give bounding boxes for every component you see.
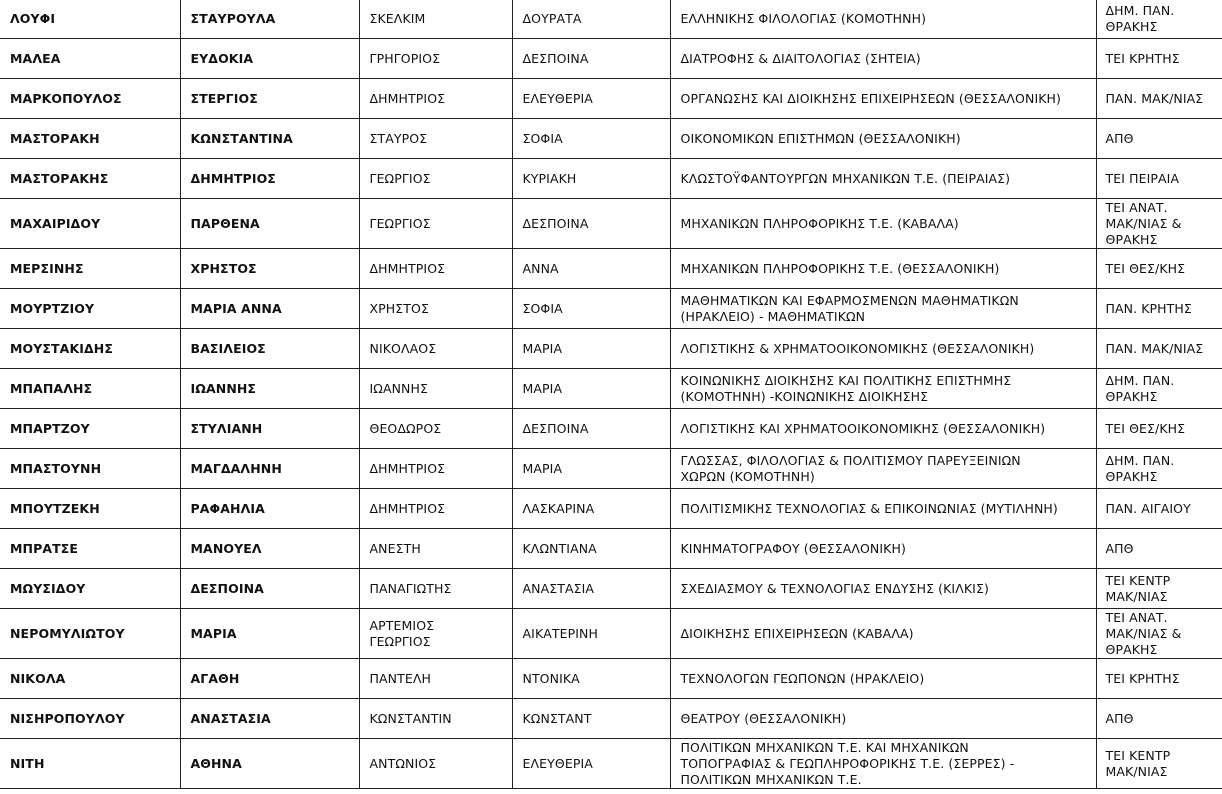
table-row [0, 489, 1222, 529]
firstname-cell [180, 249, 359, 289]
department-cell [670, 659, 1096, 699]
firstname-cell-text: ΣΤΑΥΡΟΥΛΑ [190, 10, 276, 26]
father-name-cell-text: ΔΗΜΗΤΡΙΟΣ [369, 500, 446, 516]
surname-cell-text: ΜΠΡΑΤΣΕ [10, 540, 79, 556]
firstname-cell [180, 0, 359, 39]
department-cell-text: ΘΕΑΤΡΟΥ (ΘΕΣΣΑΛΟΝΙΚΗ) [680, 710, 847, 726]
mother-name-cell-text: ΚΥΡΙΑΚΗ [522, 170, 577, 186]
department-cell-text: ΛΟΓΙΣΤΙΚΗΣ ΚΑΙ ΧΡΗΜΑΤΟΟΙΚΟΝΟΜΙΚΗΣ (ΘΕΣΣΑΛΟΝΙΚΗ) [680, 420, 1046, 436]
firstname-cell-text: ΕΥΔΟΚΙΑ [190, 50, 254, 66]
surname-cell-text: ΜΕΡΣΙΝΗΣ [10, 260, 84, 276]
institution-cell-text: ΔΗΜ. ΠΑΝ. ΘΡΑΚΗΣ [1105, 452, 1175, 484]
firstname-cell-text: ΠΑΡΘΕΝΑ [190, 215, 260, 231]
firstname-cell [180, 529, 359, 569]
surname-cell-text: ΛΟΥΦΙ [10, 10, 56, 26]
institution-cell [1096, 119, 1222, 159]
institution-cell [1096, 609, 1222, 659]
mother-name-cell-text: ΜΑΡΙΑ [522, 380, 563, 396]
firstname-cell-text: ΡΑΦΑΗΛΙΑ [190, 500, 265, 516]
father-name-cell [359, 449, 512, 489]
father-name-cell-text: ΓΕΩΡΓΙΟΣ [369, 170, 431, 186]
firstname-cell [180, 119, 359, 159]
firstname-cell-text: ΑΝΑΣΤΑΣΙΑ [190, 710, 271, 726]
surname-cell-text: ΜΠΑΡΤΖΟΥ [10, 420, 90, 436]
firstname-cell-text: ΙΩΑΝΝΗΣ [190, 380, 257, 396]
institution-cell-text: ΠΑΝ. ΜΑΚ/ΝΙΑΣ [1105, 90, 1204, 106]
firstname-cell [180, 289, 359, 329]
surname-cell-text: ΜΩΥΣΙΔΟΥ [10, 580, 86, 596]
institution-cell-text: ΤΕΙ ΚΡΗΤΗΣ [1105, 670, 1180, 686]
department-cell-text: ΔΙΟΙΚΗΣΗΣ ΕΠΙΧΕΙΡΗΣΕΩΝ (ΚΑΒΑΛΑ) [680, 625, 914, 641]
mother-name-cell-text: ΔΕΣΠΟΙΝΑ [522, 420, 589, 436]
mother-name-cell [512, 249, 670, 289]
department-cell [670, 529, 1096, 569]
table-row [0, 569, 1222, 609]
institution-cell-text: ΤΕΙ ΚΕΝΤΡ ΜΑΚ/ΝΙΑΣ [1105, 747, 1171, 779]
institution-cell [1096, 199, 1222, 249]
institution-cell-text: ΤΕΙ ΑΝΑΤ. ΜΑΚ/ΝΙΑΣ & ΘΡΑΚΗΣ [1105, 609, 1182, 657]
department-cell [670, 289, 1096, 329]
mother-name-cell-text: ΑΝΝΑ [522, 260, 559, 276]
firstname-cell-text: ΔΗΜΗΤΡΙΟΣ [190, 170, 276, 186]
table-row [0, 609, 1222, 659]
institution-cell-text: ΑΠΘ [1105, 130, 1134, 146]
firstname-cell [180, 609, 359, 659]
surname-cell [0, 369, 180, 409]
firstname-cell-text: ΣΤΥΛΙΑΝΗ [190, 420, 263, 436]
surname-cell-text: ΜΑΣΤΟΡΑΚΗ [10, 130, 100, 146]
father-name-cell-text: ΙΩΑΝΝΗΣ [369, 380, 428, 396]
institution-cell-text: ΠΑΝ. ΚΡΗΤΗΣ [1105, 300, 1192, 316]
firstname-cell-text: ΜΑΓΔΑΛΗΝΗ [190, 460, 282, 476]
department-cell [670, 489, 1096, 529]
firstname-cell-text: ΜΑΡΙΑ ΑΝΝΑ [190, 300, 282, 316]
department-cell-text: ΚΟΙΝΩΝΙΚΗΣ ΔΙΟΙΚΗΣΗΣ ΚΑΙ ΠΟΛΙΤΙΚΗΣ ΕΠΙΣΤΗΜΗΣ (ΚΟΜΟΤΗΝΗ) -ΚΟΙΝΩΝΙΚΗΣ ΔΙΟΙΚΗΣΗΣ [680, 372, 1012, 404]
institution-cell [1096, 529, 1222, 569]
institution-cell-text: ΔΗΜ. ΠΑΝ. ΘΡΑΚΗΣ [1105, 372, 1175, 404]
institution-cell-text: ΤΕΙ ΑΝΑΤ. ΜΑΚ/ΝΙΑΣ & ΘΡΑΚΗΣ [1105, 199, 1182, 247]
institution-cell-text: ΔΗΜ. ΠΑΝ. ΘΡΑΚΗΣ [1105, 2, 1175, 34]
department-cell [670, 0, 1096, 39]
firstname-cell [180, 699, 359, 739]
father-name-cell [359, 699, 512, 739]
father-name-cell [359, 569, 512, 609]
surname-cell-text: ΜΠΑΣΤΟΥΝΗ [10, 460, 102, 476]
father-name-cell-text: ΓΡΗΓΟΡΙΟΣ [369, 50, 441, 66]
surname-cell-text: ΜΑΣΤΟΡΑΚΗΣ [10, 170, 109, 186]
firstname-cell-text: ΑΘΗΝΑ [190, 755, 242, 771]
department-cell-text: ΤΕΧΝΟΛΟΓΩΝ ΓΕΩΠΟΝΩΝ (ΗΡΑΚΛΕΙΟ) [680, 670, 925, 686]
institution-cell [1096, 329, 1222, 369]
department-cell [670, 39, 1096, 79]
mother-name-cell-text: ΔΕΣΠΟΙΝΑ [522, 50, 589, 66]
institution-cell-text: ΤΕΙ ΘΕΣ/ΚΗΣ [1105, 420, 1186, 436]
mother-name-cell-text: ΚΩΝΣΤΑΝΤ [522, 710, 592, 726]
table-row [0, 39, 1222, 79]
institution-cell [1096, 449, 1222, 489]
surname-cell [0, 409, 180, 449]
institution-cell-text: ΤΕΙ ΚΕΝΤΡ ΜΑΚ/ΝΙΑΣ [1105, 572, 1171, 604]
father-name-cell-text: ΓΕΩΡΓΙΟΣ [369, 215, 431, 231]
surname-cell-text: ΝΕΡΟΜΥΛΙΩΤΟΥ [10, 625, 125, 641]
father-name-cell [359, 329, 512, 369]
table-row [0, 289, 1222, 329]
surname-cell [0, 659, 180, 699]
surname-cell-text: ΜΑΛΕΑ [10, 50, 61, 66]
mother-name-cell [512, 449, 670, 489]
department-cell-text: ΓΛΩΣΣΑΣ, ΦΙΛΟΛΟΓΙΑΣ & ΠΟΛΙΤΙΣΜΟΥ ΠΑΡΕΥΞΕΙΝΙΩΝ ΧΩΡΩΝ (ΚΟΜΟΤΗΝΗ) [680, 452, 1021, 484]
firstname-cell-text: ΔΕΣΠΟΙΝΑ [190, 580, 264, 596]
surname-cell [0, 699, 180, 739]
surname-cell-text: ΜΟΥΣΤΑΚΙΔΗΣ [10, 340, 113, 356]
institution-cell-text: ΠΑΝ. ΑΙΓΑΙΟΥ [1105, 500, 1191, 516]
department-cell [670, 329, 1096, 369]
department-cell-text: ΔΙΑΤΡΟΦΗΣ & ΔΙΑΙΤΟΛΟΓΙΑΣ (ΣΗΤΕΙΑ) [680, 50, 921, 66]
mother-name-cell-text: ΜΑΡΙΑ [522, 340, 563, 356]
department-cell [670, 699, 1096, 739]
department-cell-text: ΟΙΚΟΝΟΜΙΚΩΝ ΕΠΙΣΤΗΜΩΝ (ΘΕΣΣΑΛΟΝΙΚΗ) [680, 130, 961, 146]
department-cell-text: ΚΙΝΗΜΑΤΟΓΡΑΦΟΥ (ΘΕΣΣΑΛΟΝΙΚΗ) [680, 540, 906, 556]
firstname-cell [180, 79, 359, 119]
mother-name-cell [512, 159, 670, 199]
mother-name-cell-text: ΕΛΕΥΘΕΡΙΑ [522, 755, 593, 771]
mother-name-cell [512, 659, 670, 699]
institution-cell-text: ΤΕΙ ΘΕΣ/ΚΗΣ [1105, 260, 1186, 276]
surname-cell [0, 529, 180, 569]
surname-cell [0, 249, 180, 289]
mother-name-cell [512, 0, 670, 39]
mother-name-cell [512, 39, 670, 79]
institution-cell [1096, 699, 1222, 739]
father-name-cell [359, 249, 512, 289]
table-row [0, 369, 1222, 409]
mother-name-cell [512, 569, 670, 609]
father-name-cell-text: ΣΚΕΛΚΙΜ [369, 10, 426, 26]
firstname-cell-text: ΑΓΑΘΗ [190, 670, 240, 686]
father-name-cell [359, 289, 512, 329]
surname-cell [0, 489, 180, 529]
department-cell [670, 369, 1096, 409]
surname-cell [0, 199, 180, 249]
surname-cell [0, 0, 180, 39]
mother-name-cell [512, 79, 670, 119]
mother-name-cell-text: ΑΙΚΑΤΕΡΙΝΗ [522, 625, 598, 641]
father-name-cell [359, 489, 512, 529]
institution-cell [1096, 0, 1222, 39]
mother-name-cell [512, 609, 670, 659]
father-name-cell-text: ΔΗΜΗΤΡΙΟΣ [369, 460, 446, 476]
surname-cell-text: ΜΟΥΡΤΖΙΟΥ [10, 300, 95, 316]
institution-cell-text: ΑΠΘ [1105, 540, 1134, 556]
father-name-cell-text: ΚΩΝΣΤΑΝΤΙΝ [369, 710, 452, 726]
table-row [0, 159, 1222, 199]
surname-cell [0, 159, 180, 199]
surname-cell [0, 739, 180, 789]
father-name-cell [359, 199, 512, 249]
table-row [0, 739, 1222, 789]
father-name-cell-text: ΝΙΚΟΛΑΟΣ [369, 340, 437, 356]
firstname-cell-text: ΒΑΣΙΛΕΙΟΣ [190, 340, 266, 356]
firstname-cell [180, 199, 359, 249]
mother-name-cell-text: ΣΟΦΙΑ [522, 300, 563, 316]
surname-cell-text: ΜΠΟΥΤΖΕΚΗ [10, 500, 100, 516]
institution-cell [1096, 79, 1222, 119]
department-cell-text: ΣΧΕΔΙΑΣΜΟΥ & ΤΕΧΝΟΛΟΓΙΑΣ ΕΝΔΥΣΗΣ (ΚΙΛΚΙΣ) [680, 580, 989, 596]
mother-name-cell [512, 489, 670, 529]
firstname-cell-text: ΜΑΝΟΥΕΛ [190, 540, 262, 556]
department-cell [670, 159, 1096, 199]
institution-cell [1096, 409, 1222, 449]
firstname-cell [180, 39, 359, 79]
institution-cell [1096, 249, 1222, 289]
mother-name-cell-text: ΔΕΣΠΟΙΝΑ [522, 215, 589, 231]
father-name-cell [359, 529, 512, 569]
mother-name-cell-text: ΕΛΕΥΘΕΡΙΑ [522, 90, 593, 106]
department-cell-text: ΚΛΩΣΤΟΫΦΑΝΤΟΥΡΓΩΝ ΜΗΧΑΝΙΚΩΝ Τ.Ε. (ΠΕΙΡΑΙΑΣ) [680, 170, 1011, 186]
father-name-cell [359, 39, 512, 79]
surname-cell-text: ΝΙΣΗΡΟΠΟΥΛΟΥ [10, 710, 125, 726]
mother-name-cell [512, 329, 670, 369]
father-name-cell-text: ΑΝΤΩΝΙΟΣ [369, 755, 437, 771]
institution-cell-text: ΤΕΙ ΠΕΙΡΑΙΑ [1105, 170, 1180, 186]
department-cell-text: ΠΟΛΙΤΙΣΜΙΚΗΣ ΤΕΧΝΟΛΟΓΙΑΣ & ΕΠΙΚΟΙΝΩΝΙΑΣ (ΜΥΤΙΛΗΝΗ) [680, 500, 1058, 516]
father-name-cell-text: ΔΗΜΗΤΡΙΟΣ [369, 260, 446, 276]
mother-name-cell-text: ΛΑΣΚΑΡΙΝΑ [522, 500, 595, 516]
table-row [0, 409, 1222, 449]
institution-cell [1096, 739, 1222, 789]
mother-name-cell [512, 369, 670, 409]
father-name-cell [359, 409, 512, 449]
department-cell-text: ΜΗΧΑΝΙΚΩΝ ΠΛΗΡΟΦΟΡΙΚΗΣ Τ.Ε. (ΘΕΣΣΑΛΟΝΙΚΗ) [680, 260, 1000, 276]
surname-cell-text: ΜΑΧΑΙΡΙΔΟΥ [10, 215, 101, 231]
institution-cell-text: ΠΑΝ. ΜΑΚ/ΝΙΑΣ [1105, 340, 1204, 356]
surname-cell [0, 39, 180, 79]
father-name-cell [359, 369, 512, 409]
institution-cell [1096, 159, 1222, 199]
mother-name-cell [512, 739, 670, 789]
department-cell [670, 249, 1096, 289]
father-name-cell [359, 119, 512, 159]
department-cell-text: ΜΑΘΗΜΑΤΙΚΩΝ ΚΑΙ ΕΦΑΡΜΟΣΜΕΝΩΝ ΜΑΘΗΜΑΤΙΚΩΝ (ΗΡΑΚΛΕΙΟ) - ΜΑΘΗΜΑΤΙΚΩΝ [680, 292, 1019, 324]
firstname-cell [180, 369, 359, 409]
mother-name-cell-text: ΑΝΑΣΤΑΣΙΑ [522, 580, 595, 596]
table-row [0, 249, 1222, 289]
department-cell-text: ΟΡΓΑΝΩΣΗΣ ΚΑΙ ΔΙΟΙΚΗΣΗΣ ΕΠΙΧΕΙΡΗΣΕΩΝ (ΘΕΣΣΑΛΟΝΙΚΗ) [680, 90, 1062, 106]
firstname-cell [180, 739, 359, 789]
mother-name-cell-text: ΣΟΦΙΑ [522, 130, 563, 146]
table-row [0, 0, 1222, 39]
department-cell [670, 449, 1096, 489]
surname-cell-text: ΜΠΑΠΑΛΗΣ [10, 380, 93, 396]
mother-name-cell-text: ΚΛΩΝΤΙΑΝΑ [522, 540, 597, 556]
surname-cell [0, 119, 180, 159]
mother-name-cell [512, 529, 670, 569]
father-name-cell [359, 659, 512, 699]
table-row [0, 699, 1222, 739]
table-row [0, 199, 1222, 249]
firstname-cell [180, 569, 359, 609]
mother-name-cell-text: ΔΟΥΡΑΤΑ [522, 10, 582, 26]
father-name-cell-text: ΣΤΑΥΡΟΣ [369, 130, 428, 146]
mother-name-cell [512, 289, 670, 329]
institution-cell-text: ΤΕΙ ΚΡΗΤΗΣ [1105, 50, 1180, 66]
mother-name-cell [512, 699, 670, 739]
mother-name-cell-text: ΜΑΡΙΑ [522, 460, 563, 476]
mother-name-cell [512, 119, 670, 159]
department-cell [670, 609, 1096, 659]
table-row [0, 79, 1222, 119]
institution-cell [1096, 289, 1222, 329]
institution-cell-text: ΑΠΘ [1105, 710, 1134, 726]
surname-cell [0, 329, 180, 369]
firstname-cell [180, 159, 359, 199]
father-name-cell-text: ΘΕΟΔΩΡΟΣ [369, 420, 442, 436]
table-row [0, 529, 1222, 569]
father-name-cell-text: ΑΡΤΕΜΙΟΣ ΓΕΩΡΓΙΟΣ [369, 617, 435, 649]
table-row [0, 119, 1222, 159]
father-name-cell-text: ΧΡΗΣΤΟΣ [369, 300, 429, 316]
father-name-cell [359, 79, 512, 119]
department-cell [670, 79, 1096, 119]
department-cell-text: ΕΛΛΗΝΙΚΗΣ ΦΙΛΟΛΟΓΙΑΣ (ΚΟΜΟΤΗΝΗ) [680, 10, 927, 26]
surname-cell [0, 289, 180, 329]
firstname-cell-text: ΧΡΗΣΤΟΣ [190, 260, 257, 276]
department-cell [670, 199, 1096, 249]
surname-cell-text: ΜΑΡΚΟΠΟΥΛΟΣ [10, 90, 122, 106]
father-name-cell [359, 0, 512, 39]
father-name-cell-text: ΑΝΕΣΤΗ [369, 540, 421, 556]
department-cell [670, 739, 1096, 789]
mother-name-cell-text: ΝΤΟΝΙΚΑ [522, 670, 580, 686]
department-cell-text: ΠΟΛΙΤΙΚΩΝ ΜΗΧΑΝΙΚΩΝ Τ.Ε. ΚΑΙ ΜΗΧΑΝΙΚΩΝ ΤΟΠΟΓΡΑΦΙΑΣ & ΓΕΩΠΛΗΡΟΦΟΡΙΚΗΣ Τ.Ε. (ΣΕΡΡΕΣ) - ΠΟΛΙΤΙΚΩΝ ΜΗΧΑΝΙΚΩΝ Τ.Ε. [680, 739, 1015, 787]
mother-name-cell [512, 409, 670, 449]
mother-name-cell [512, 199, 670, 249]
table-row [0, 659, 1222, 699]
firstname-cell [180, 659, 359, 699]
department-cell [670, 119, 1096, 159]
surname-cell [0, 79, 180, 119]
department-cell [670, 409, 1096, 449]
firstname-cell-text: ΜΑΡΙΑ [190, 625, 237, 641]
institution-cell [1096, 569, 1222, 609]
father-name-cell [359, 159, 512, 199]
table-row [0, 449, 1222, 489]
firstname-cell-text: ΣΤΕΡΓΙΟΣ [190, 90, 258, 106]
firstname-cell-text: ΚΩΝΣΤΑΝΤΙΝΑ [190, 130, 293, 146]
firstname-cell [180, 329, 359, 369]
institution-cell [1096, 369, 1222, 409]
firstname-cell [180, 449, 359, 489]
surname-cell [0, 569, 180, 609]
father-name-cell-text: ΠΑΝΑΓΙΩΤΗΣ [369, 580, 452, 596]
firstname-cell [180, 489, 359, 529]
father-name-cell-text: ΔΗΜΗΤΡΙΟΣ [369, 90, 446, 106]
department-cell-text: ΛΟΓΙΣΤΙΚΗΣ & ΧΡΗΜΑΤΟΟΙΚΟΝΟΜΙΚΗΣ (ΘΕΣΣΑΛΟΝΙΚΗ) [680, 340, 1035, 356]
institution-cell [1096, 659, 1222, 699]
surname-cell-text: ΝΙΚΟΛΑ [10, 670, 66, 686]
firstname-cell [180, 409, 359, 449]
father-name-cell-text: ΠΑΝΤΕΛΗ [369, 670, 431, 686]
department-cell [670, 569, 1096, 609]
institution-cell [1096, 39, 1222, 79]
department-cell-text: ΜΗΧΑΝΙΚΩΝ ΠΛΗΡΟΦΟΡΙΚΗΣ Τ.Ε. (ΚΑΒΑΛΑ) [680, 215, 959, 231]
father-name-cell [359, 609, 512, 659]
father-name-cell [359, 739, 512, 789]
surname-cell [0, 609, 180, 659]
surname-cell-text: ΝΙΤΗ [10, 755, 45, 771]
table-row [0, 329, 1222, 369]
surname-cell [0, 449, 180, 489]
institution-cell [1096, 489, 1222, 529]
